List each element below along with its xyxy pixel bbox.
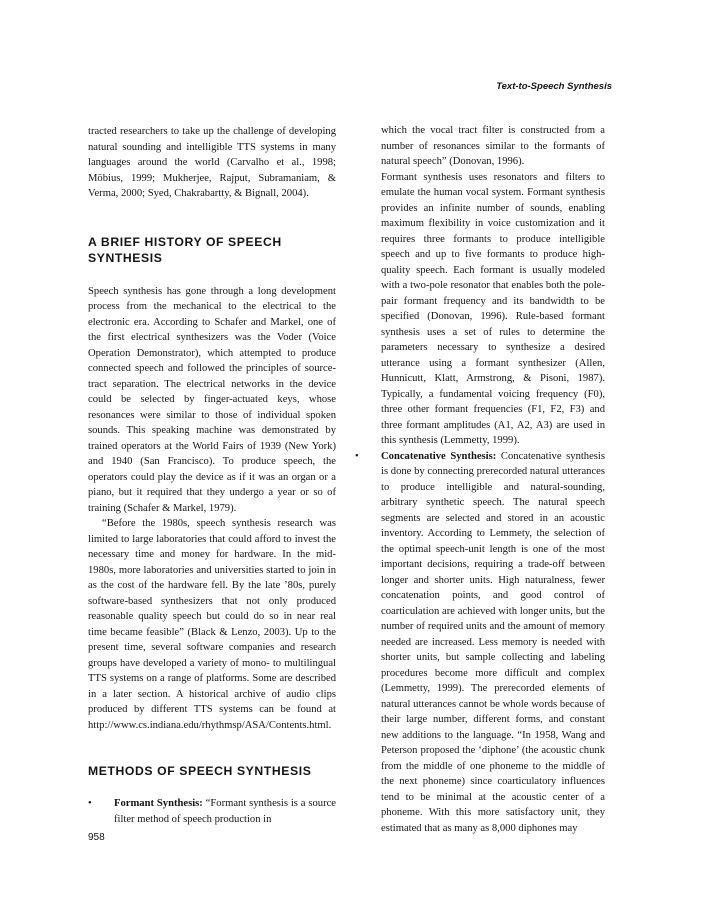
history-heading: A BRIEF HISTORY OF SPEECH SYNTHESIS: [88, 234, 282, 265]
right-column: [355, 123, 605, 836]
history-paragraph-2: “Before the 1980s, speech synthesis research was limited to large laboratories that could afford to invest the necessary time and money for hardware. In the mid-1980s, more laboratories and universities started to join in as the cost of the hardware fell. By the late ’80s, purely software-based synthesizers that not only produced reasonable quality speech but could do so in near real time became feasible” (Black & Lenzo, 2003). Up to the present time, several software companies and research groups have developed a variety of mono- to multilingual TTS systems on a range of platforms. Some are described in a later section. A historical archive of audio clips produced by different TTS systems can be found at http://www.cs.indiana.edu/rhythmsp/ASA/Contents.html.: [88, 518, 336, 731]
concatenative-bullet: [355, 449, 605, 837]
history-paragraph-1: Speech synthesis has gone through a long development process from the mechanical to the electrical to the electronic era. According to Schafer and Markel, one of the first electrical synthesizers was the Voder (Voice Operation Demonstrator), which attempted to produce connected speech and followed the principles of source-tract separation. The electrical networks in the device could be selected by finger-actuated keys, whose resonances were similar to those of individual spoken sounds. This speaking machine was demonstrated by trained operators at the World Fairs of 1939 (New York) and 1940 (San Francisco). To produce speech, the operators could play the device as if it was an organ or a piano, but it required that they undergo a year or so of training (Schafer & Markel, 1979).: [88, 285, 336, 514]
concatenative-lead: Concatenative Synthesis:: [381, 450, 497, 462]
formant-paragraph-2: Formant synthesis uses resonators and filters to emulate the human vocal system. Formant synthesis provides an infinite number of sounds, enabling maximum flexibility in voice customization and it requires three formants to produce intelligible speech and up to five formants to produce high-quality speech. Each formant is usually modeled with a two-pole resonator that enables both the pole-pair formant frequency and its bandwidth to be specified (Donovan, 1996). Rule-based formant synthesis uses a set of rules to determine the parameters necessary to synthesize a desired utterance using a formant synthesizer (Allen, Hunnicutt, Klatt, Armstrong, & Pisoni, 1987). Typically, a fundamental voicing frequency (F0), three other formant frequencies (F1, F2, F3) and three formant amplitudes (A1, A2, A3) are used in this synthesis (Lemmetty, 1999).: [381, 171, 605, 446]
running-head: Text-to-Speech Synthesis: [496, 81, 612, 92]
formant-continuation: which the vocal tract filter is constructed from a number of resonances similar to the formants of natural speech” (Donovan, 1996).: [381, 125, 605, 167]
bullet-marker: •: [355, 450, 359, 462]
concatenative-text: Concatenative synthesis is done by connecting prerecorded natural utterances to produce intelligible and natural-sounding, arbitrary synthetic speech. The natural speech segments are selected and stored in an acoustic inventory. According to Lemmety, the selection of the optimal speech-unit length is one of the most important decisions, requiring a trade-off between longer and shorter units. High naturalness, fewer concatenation points, and good control of coarticulation are achieved with longer units, but the number of required units and the amount of memory needed are increased. Less memory is needed with shorter units, but sample collecting and labeling procedures become more difficult and complex (Lemmetty, 1999). The prerecorded elements of natural utterances cannot be whole words because of their large number, different forms, and constant new additions to the language. “In 1958, Wang and Peterson proposed the ‘diphone’ (the acoustic chunk from the middle of one phoneme to the middle of the next phoneme) since coarticulatory influences tend to be minimal at the acoustic center of a phoneme. With this more satisfactory unit, they estimated that as many as 8,000 diphones may: [381, 450, 605, 834]
bullet-marker: •: [88, 798, 92, 809]
formant-lead: Formant Synthesis:: [114, 798, 203, 809]
intro-paragraph: tracted researchers to take up the challenge of developing natural sounding and intelligible TTS systems in many languages around the world (Carvalho et al., 1998; Möbius, 1999; Mukherjee, Rajput, Subramaniam, & Verma, 2000; Syed, Chakrabartty, & Bignall, 2004).: [88, 126, 336, 199]
left-column: [88, 124, 336, 827]
page-number: 958: [88, 832, 105, 843]
formant-text-start: “Formant synthesis is a source filter method of speech production in: [114, 798, 336, 825]
methods-heading: METHODS OF SPEECH SYNTHESIS: [88, 764, 312, 778]
formant-bullet: [88, 796, 336, 827]
